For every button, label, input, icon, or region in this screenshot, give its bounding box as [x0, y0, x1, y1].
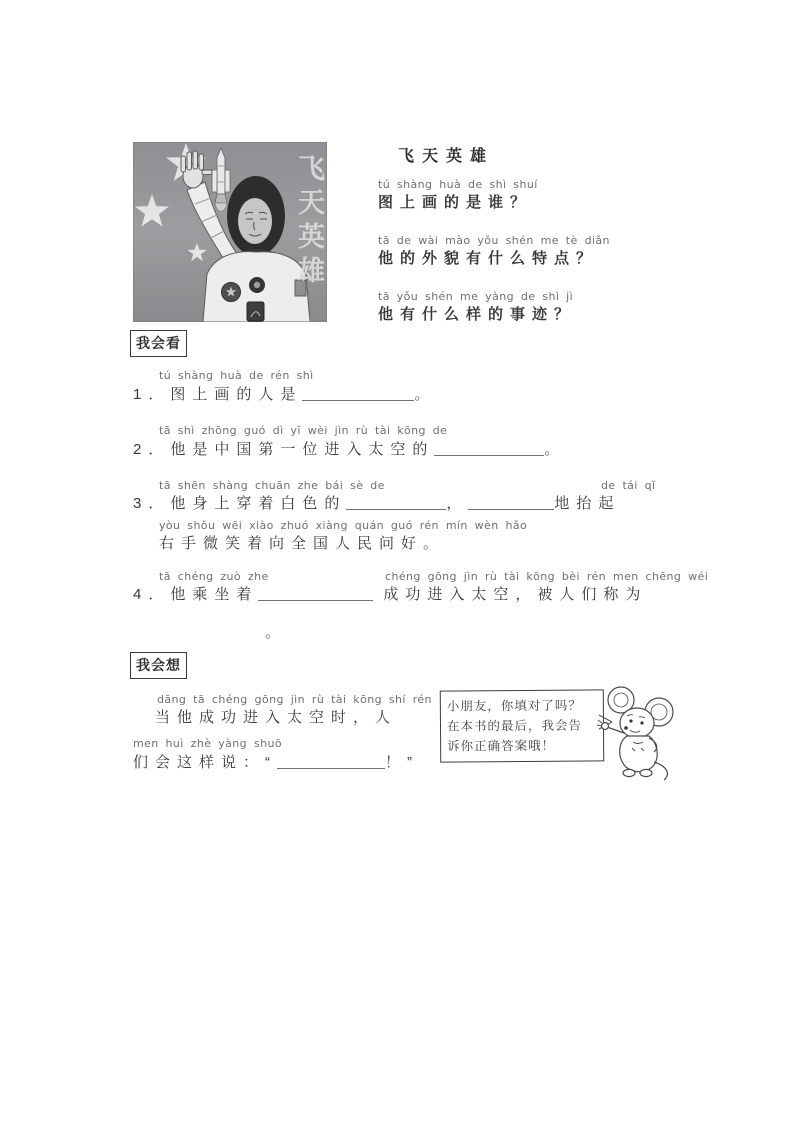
answer-blank [302, 386, 414, 401]
item-pre-text: 他身上穿着白色的 [170, 495, 347, 512]
item-text [133, 439, 566, 460]
item-continuation [133, 519, 693, 554]
tip-line: 诉你正确答案哦！ [447, 738, 556, 754]
answer-blank [346, 495, 446, 510]
question-text: 图上画的是谁？ [378, 194, 533, 211]
think-text [133, 752, 419, 773]
item-mid-text: ， [446, 495, 469, 512]
pinyin-tail: de tái qǐ [601, 479, 656, 492]
worksheet-title: 飞天英雄 [398, 148, 495, 165]
think-pre-text: 们会这样说：“ [133, 754, 277, 771]
section-think-header [130, 652, 187, 679]
item-post-text: 。 [544, 441, 567, 458]
question-text: 他有什么样的事迹？ [378, 306, 577, 323]
section-look-label: 我会看 [130, 330, 187, 357]
pinyin-row [133, 479, 693, 493]
look-item-1 [133, 369, 436, 405]
pinyin-line: tā de wài mào yǒu shén me tè diǎn [378, 234, 610, 247]
look-item-4 [133, 570, 709, 642]
item-cont-text: 右手微笑着向全国人民问好。 [159, 535, 446, 552]
item-number: 4． [133, 586, 171, 603]
intro-question-1 [378, 178, 538, 213]
question-text: 他的外貌有什么特点？ [378, 250, 599, 267]
svg-text:天: 天 [298, 188, 325, 219]
svg-text:英: 英 [298, 222, 325, 253]
item-cont-text: 。 [265, 624, 281, 641]
pinyin-line: tā shì zhōng guó dì yī wèi jìn rù tài kōng de [159, 424, 448, 437]
look-item-2 [133, 424, 566, 460]
intro-question-3 [378, 290, 576, 325]
pinyin-line: dāng tā chéng gōng jìn rù tài kōng shí rén [157, 693, 432, 706]
section-think-label: 我会想 [130, 652, 187, 679]
think-post-text: ！” [385, 754, 419, 771]
svg-text:飞: 飞 [298, 154, 325, 185]
svg-text:雄: 雄 [298, 256, 325, 287]
item-text [133, 384, 436, 405]
look-item-3 [133, 479, 693, 554]
intro-question-2 [378, 234, 610, 269]
section-look-header [130, 330, 187, 357]
pinyin-line: tú shàng huà de rén shì [159, 369, 314, 382]
item-pre-text: 图上画的人是 [170, 386, 303, 403]
pinyin-line: tā chéng zuò zhe [159, 570, 269, 583]
answer-blank [434, 441, 544, 456]
mouse-tip-box [440, 689, 604, 762]
item-tail-text: 成功进入太空，被人们称为 [383, 586, 648, 603]
pinyin-line: tā yǒu shén me yàng de shì jì [378, 290, 574, 303]
item-post-text: 。 [414, 386, 437, 403]
pinyin-line: tú shàng huà de shì shuí [378, 178, 538, 191]
item-number: 3． [133, 495, 171, 512]
tip-line: 小朋友，你填对了吗？ [446, 698, 582, 714]
answer-blank [277, 754, 385, 769]
item-number: 2． [133, 441, 171, 458]
item-text [133, 493, 693, 514]
answer-blank [258, 586, 373, 601]
item-tail-text: 地抬起 [554, 495, 621, 512]
item-pre-text: 他是中国第一位进入太空的 [170, 441, 435, 458]
think-line-1 [133, 693, 432, 728]
item-pre-text: 他乘坐着 [170, 586, 259, 603]
tip-line: 在本书的最后，我会告 [446, 718, 583, 734]
pinyin-row [133, 570, 709, 584]
think-text: 当他成功进入太空时，人 [155, 709, 398, 726]
answer-blank [468, 495, 554, 510]
pinyin-line: tā shēn shàng chuān zhe bái sè de [159, 479, 385, 492]
think-line-2 [133, 737, 419, 773]
pinyin-line: yòu shǒu wēi xiào zhuó xiàng quán guó rén mín wèn hǎo [159, 519, 528, 532]
astronaut-illustration [133, 142, 327, 322]
pinyin-tail: chéng gōng jìn rù tài kōng bèi rén men chēng wéi [385, 570, 709, 583]
item-number: 1． [133, 386, 171, 403]
pinyin-line: men huì zhè yàng shuō [133, 737, 282, 750]
item-text [133, 584, 693, 605]
mouse-cartoon-icon [597, 680, 679, 782]
